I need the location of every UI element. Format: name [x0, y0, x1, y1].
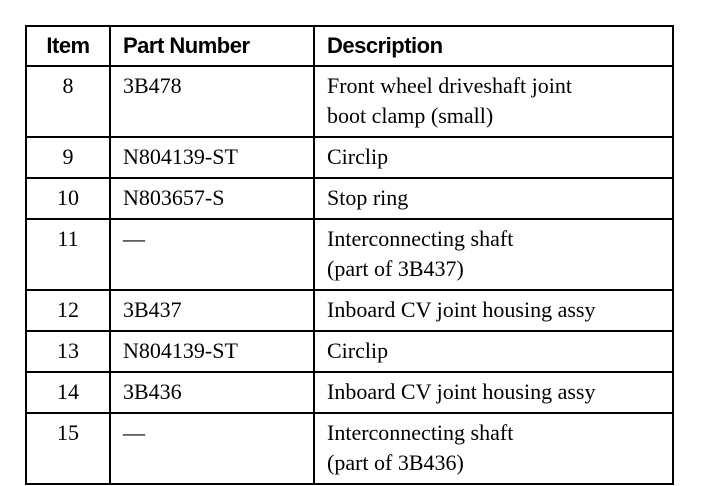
- description-cell: [314, 137, 673, 178]
- description-cell: [314, 290, 673, 331]
- description-cell: [314, 178, 673, 219]
- part-number-cell: 3B478: [110, 66, 314, 137]
- table-body: [26, 66, 673, 484]
- description-cell: [314, 219, 673, 290]
- item-cell: 14: [26, 372, 110, 413]
- description-cell: [314, 66, 673, 137]
- description-line: Circlip: [327, 144, 389, 169]
- description-line: Front wheel driveshaft joint: [327, 73, 573, 98]
- table-row: [26, 219, 673, 290]
- header-description: Description: [314, 26, 673, 66]
- part-number-cell: N804139-ST: [110, 331, 314, 372]
- description-line: (part of 3B436): [327, 450, 464, 475]
- description-line: Inboard CV joint housing assy: [327, 379, 596, 404]
- description-line: Interconnecting shaft: [327, 226, 514, 251]
- item-cell: 13: [26, 331, 110, 372]
- table-row: [26, 413, 673, 484]
- item-cell: 10: [26, 178, 110, 219]
- item-cell: 8: [26, 66, 110, 137]
- table-row: [26, 290, 673, 331]
- table-row: [26, 331, 673, 372]
- table-row: [26, 178, 673, 219]
- item-cell: 15: [26, 413, 110, 484]
- part-number-cell: —: [110, 219, 314, 290]
- item-cell: 9: [26, 137, 110, 178]
- description-line: Circlip: [327, 338, 389, 363]
- description-cell: [314, 413, 673, 484]
- parts-table: [25, 25, 674, 485]
- item-cell: 11: [26, 219, 110, 290]
- header-item: Item: [26, 26, 110, 66]
- description-line: Inboard CV joint housing assy: [327, 297, 596, 322]
- part-number-cell: 3B437: [110, 290, 314, 331]
- description-line: (part of 3B437): [327, 256, 464, 281]
- description-line: boot clamp (small): [327, 103, 494, 128]
- description-line: Stop ring: [327, 185, 409, 210]
- table-row: [26, 137, 673, 178]
- part-number-cell: 3B436: [110, 372, 314, 413]
- table-header-row: [26, 26, 673, 66]
- description-cell: [314, 331, 673, 372]
- part-number-cell: N804139-ST: [110, 137, 314, 178]
- part-number-cell: —: [110, 413, 314, 484]
- header-part-number: Part Number: [110, 26, 314, 66]
- item-cell: 12: [26, 290, 110, 331]
- description-cell: [314, 372, 673, 413]
- table-row: [26, 372, 673, 413]
- part-number-cell: N803657-S: [110, 178, 314, 219]
- description-line: Interconnecting shaft: [327, 420, 514, 445]
- table-row: [26, 66, 673, 137]
